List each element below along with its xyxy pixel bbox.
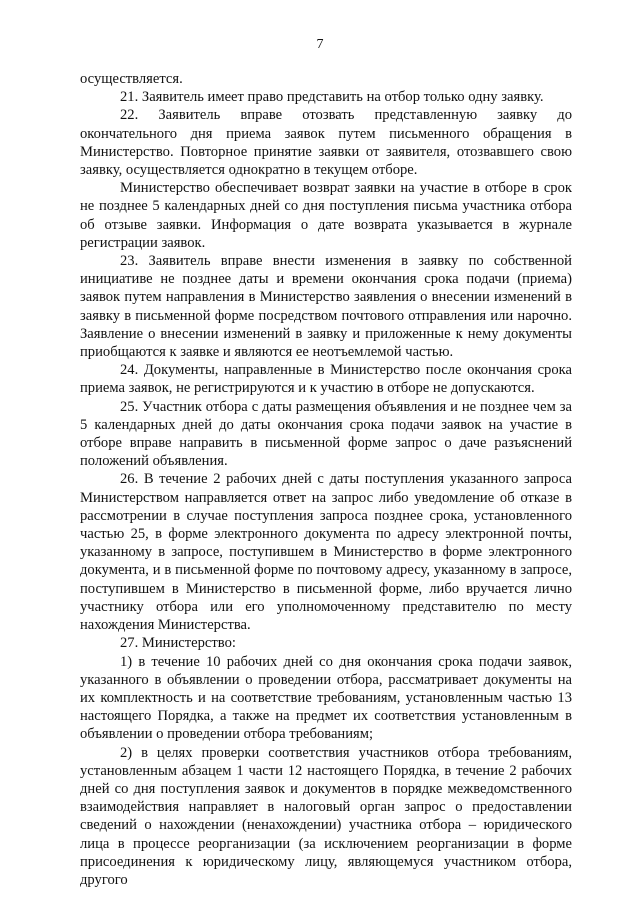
paragraph-21: 21. Заявитель имеет право представить на отбор только одну заявку. [120, 89, 544, 106]
paragraph-27: 27. Министерство: [120, 635, 236, 652]
paragraph-24: 24. Документы, направленные в Министерство после окончания срока приема заявок, не регистрируются и к участию в отборе не допускаются. [80, 362, 572, 397]
paragraph-27-item-1: 1) в течение 10 рабочих дней со дня окончания срока подачи заявок, указанного в объявлении о проведении отбора, рассматривает документы на их комплектность и на соответствие требованиям, установленным частью 13 настоящего Порядка, а также на предмет их соответствия установленным в объявлении о проведении отбора требованиям; [80, 653, 572, 743]
paragraph-25: 25. Участник отбора с даты размещения объявления и не позднее чем за 5 календарных дней до даты окончания срока подачи заявок на участие в отборе вправе направить в письменной форме запрос о даче разъяснений положений объявления. [80, 398, 572, 470]
paragraph-continuation: осуществляется. [80, 71, 183, 87]
paragraph-27-item-2: 2) в целях проверки соответствия участников отбора требованиям, установленным абзацем 1 части 12 настоящего Порядка, в течение 2 рабочих дней со дня поступления заявок и документов в порядке межведомственного взаимодействия направляет в налоговый орган запрос о предоставлении сведений о нахождении (ненахождении) участника отбора – юридического лица в процессе реорганизации (за исключением реорганизации в форме присоединения к юридическому лицу, являющемуся участником отбора, другого [80, 744, 572, 888]
paragraph-22-return: Министерство обеспечивает возврат заявки на участие в отборе в срок не позднее 5 календарных дней со дня поступления письма участника отбора об отзыве заявки. Информация о дате возврата указывается в журнале регистрации заявок. [80, 180, 572, 251]
document-body [80, 70, 572, 889]
page-number: 7 [316, 37, 324, 52]
paragraph-23: 23. Заявитель вправе внести изменения в заявку по собственной инициативе не позднее даты и времени окончания срока подачи (приема) заявок путем направления в Министерство заявления о внесении изменений в заявку в письменной форме посредством почтового отправления или нарочно. Заявление о внесении изменений в заявку и приложенные к нему документы приобщаются к заявке и являются ее неотъемлемой частью. [80, 253, 572, 361]
paragraph-26: 26. В течение 2 рабочих дней с даты поступления указанного запроса Министерством направляется ответ на запрос либо уведомление об отказе в рассмотрении в случае поступления запроса позднее срока, установленного частью 25, в форме электронного документа по адресу электронной почты, указанному в запросе, поступившем в Министерство в форме электронного документа, и в письменной форме по почтовому адресу, указанному в запросе, поступившем в Министерство в письменной форме, либо вручается лично участнику отбора или его уполномоченному представителю по месту нахождения Министерства. [80, 471, 572, 634]
paragraph-22: 22. Заявитель вправе отозвать представленную заявку до окончательного дня приема заявок путем письменного обращения в Министерство. Повторное принятие заявки от заявителя, отозвавшего свою заявку, осуществляется однократно в текущем отборе. [80, 107, 572, 179]
